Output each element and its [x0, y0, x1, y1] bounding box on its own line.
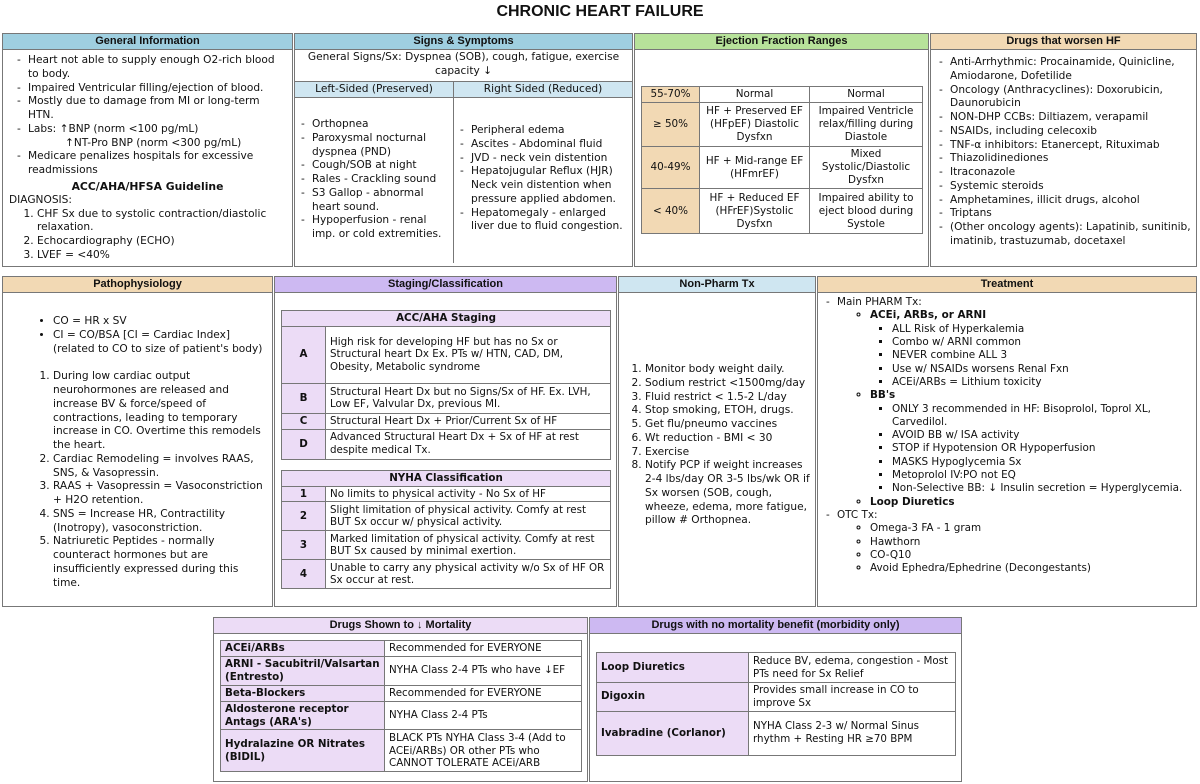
list-item: 1. During low cardiac output neurohormones are released and increase BV & force/speed of contractions, leading to temporary increase in CO. Overtime this remodels the heart. — [53, 370, 266, 453]
ef-cell: HF + Mid-range EF (HFmrEF) — [700, 147, 810, 189]
nyha-header: NYHA Classification — [282, 470, 611, 486]
morbidity-panel — [589, 617, 962, 782]
list-item: 7. Exercise — [645, 446, 811, 460]
list-item: - Rales - Crackling sound — [301, 173, 449, 187]
list-item: - Systemic steroids — [939, 180, 1192, 194]
list-item: • CI = CO/BSA [CI = Cardiac Index] (related to CO to size of patient's body) — [53, 329, 266, 357]
list-item: 3. LVEF = <40% — [37, 249, 286, 263]
table-row — [282, 502, 611, 531]
nyha-class: 1 — [282, 486, 326, 502]
worsen-list — [931, 50, 1196, 249]
table-row — [282, 383, 611, 413]
list-item: - Heart not able to supply enough O2-rich blood to body. — [17, 54, 286, 82]
drug-name: ACEi/ARBs — [221, 641, 385, 657]
nyha-class: 2 — [282, 502, 326, 531]
list-item: 3. RAAS + Vasopressin = Vasoconstriction + H2O retention. — [53, 480, 266, 508]
nonpharm-header: Non-Pharm Tx — [619, 277, 815, 293]
list-item: - Ascites - Abdominal fluid — [460, 138, 628, 152]
list-item: 2. Echocardiography (ECHO) — [37, 235, 286, 249]
drug-name: Digoxin — [597, 683, 749, 712]
patho-header: Pathophysiology — [3, 277, 272, 293]
list-item: - Thiazolidinediones — [939, 152, 1192, 166]
signs-header: Signs & Symptoms — [295, 34, 632, 50]
list-item: ◦ Omega-3 FA - 1 gram — [870, 522, 1196, 535]
sides-body — [295, 98, 632, 263]
list-item: 6. Wt reduction - BMI < 30 — [645, 432, 811, 446]
list-item: - Itraconazole — [939, 166, 1192, 180]
table-row — [221, 641, 582, 657]
acei-list — [818, 323, 1196, 390]
list-item: 5. Natriuretic Peptides - normally counteract hormones but are insufficiently expressed during this time. — [53, 535, 266, 590]
table-row — [221, 730, 582, 772]
bb-list — [818, 403, 1196, 496]
ef-cell: Normal — [700, 87, 810, 103]
mortality-table — [220, 640, 582, 772]
stage-desc: Advanced Structural Heart Dx + Sx of HF at rest despite medical Tx. — [326, 429, 611, 459]
morbidity-table — [596, 652, 956, 756]
list-item: - NSAIDs, including celecoxib — [939, 125, 1192, 139]
nyha-desc: Slight limitation of physical activity. Comfy at rest BUT Sx occur w/ physical activity. — [326, 502, 611, 531]
bb-heading-list — [818, 389, 1196, 402]
bb-label: ◦ BB's — [870, 389, 1196, 402]
table-row — [642, 87, 923, 103]
table-row — [282, 486, 611, 502]
treatment-list — [818, 293, 1196, 309]
mortality-panel — [213, 617, 588, 782]
drug-note: BLACK PTs NYHA Class 3-4 (Add to ACEi/ARBs) OR other PTs who CANNOT TOLERATE ACEi/ARB — [385, 730, 582, 772]
treatment-header: Treatment — [818, 277, 1196, 293]
loop-list — [818, 496, 1196, 509]
drug-name: Ivabradine (Corlanor) — [597, 711, 749, 755]
ef-range: 40-49% — [642, 147, 700, 189]
nonpharm-list — [619, 293, 815, 528]
list-item: ◦ Hawthorn — [870, 536, 1196, 549]
nyha-desc: Marked limitation of physical activity. Comfy at rest BUT Sx caused by minimal exertion. — [326, 531, 611, 560]
nyha-class: 3 — [282, 531, 326, 560]
ef-cell: Impaired ability to eject blood during Systole — [810, 189, 923, 234]
list-item: 4. Stop smoking, ETOH, drugs. — [645, 404, 811, 418]
patho-list — [3, 356, 272, 590]
list-item: - Anti-Arrhythmic: Procainamide, Quinicline, Amiodarone, Dofetilide — [939, 56, 1192, 84]
drug-note: NYHA Class 2-4 PTs who have ↓EF — [385, 657, 582, 686]
mortality-header: Drugs Shown to ↓ Mortality — [214, 618, 587, 634]
stage-letter: C — [282, 413, 326, 429]
ef-cell: Normal — [810, 87, 923, 103]
drug-note: NYHA Class 2-4 PTs — [385, 701, 582, 730]
list-item: - NON-DHP CCBs: Diltiazem, verapamil — [939, 111, 1192, 125]
table-row — [282, 531, 611, 560]
left-side-header: Left-Sided (Preserved) — [295, 82, 454, 97]
left-side-list — [295, 98, 454, 263]
drug-note: Reduce BV, edema, congestion - Most PTs need for Sx Relief — [749, 653, 956, 683]
patho-panel — [2, 276, 273, 607]
diagnosis-label: DIAGNOSIS: — [9, 193, 72, 206]
table-row — [282, 429, 611, 459]
nonpharm-panel — [618, 276, 816, 607]
general-info-list — [3, 50, 292, 137]
main-pharm-label: - Main PHARM Tx: — [826, 296, 1192, 309]
drug-note: Recommended for EVERYONE — [385, 641, 582, 657]
list-item: ▪ ONLY 3 recommended in HF: Bisoprolol, Toprol XL, Carvedilol. — [892, 403, 1192, 430]
table-row — [642, 103, 923, 147]
list-item: - Hepatomegaly - enlarged liver due to fluid congestion. — [460, 207, 628, 235]
list-item: ▪ Non-Selective BB: ↓ Insulin secretion = Hyperglycemia. — [892, 482, 1192, 495]
stage-desc: Structural Heart Dx + Prior/Current Sx of HF — [326, 413, 611, 429]
stage-desc: Structural Heart Dx but no Signs/Sx of HF. Ex. LVH, Low EF, Valvular Dx, previous MI. — [326, 383, 611, 413]
ef-cell: Mixed Systolic/Diastolic Dysfxn — [810, 147, 923, 189]
stage-desc: High risk for developing HF but has no Sx or Structural heart Dx Ex. PTs w/ HTN, CAD, DM, Obesity, Metabolic syndrome — [326, 326, 611, 383]
list-item: - Amphetamines, illicit drugs, alcohol — [939, 194, 1192, 208]
list-item: - Hepatojugular Reflux (HJR) Neck vein distention when pressure applied abdomen. — [460, 165, 628, 206]
list-item: ▪ STOP if Hypotension OR Hypoperfusion — [892, 442, 1192, 455]
table-row — [642, 189, 923, 234]
page-title: CHRONIC HEART FAILURE — [496, 3, 704, 20]
drug-note: NYHA Class 2-3 w/ Normal Sinus rhythm + Resting HR ≥70 BPM — [749, 711, 956, 755]
otc-heading — [818, 509, 1196, 522]
stage-letter: A — [282, 326, 326, 383]
list-item: ◦ Avoid Ephedra/Ephedrine (Decongestants) — [870, 562, 1196, 575]
acc-header: ACC/AHA Staging — [282, 311, 611, 327]
ef-header: Ejection Fraction Ranges — [635, 34, 928, 50]
table-row — [221, 657, 582, 686]
list-item: 3. Fluid restrict < 1.5-2 L/day — [645, 391, 811, 405]
table-row — [597, 711, 956, 755]
ef-cell: HF + Preserved EF (HFpEF) Diastolic Dysfxn — [700, 103, 810, 147]
list-item: 1. Monitor body weight daily. — [645, 363, 811, 377]
nyha-desc: No limits to physical activity - No Sx of HF — [326, 486, 611, 502]
sides-header-row — [295, 81, 632, 98]
list-item: - (Other oncology agents): Lapatinib, sunitinib, imatinib, trastuzumab, docetaxel — [939, 221, 1192, 249]
worsen-header: Drugs that worsen HF — [931, 34, 1196, 50]
lab-nt-pro-bnp: ↑NT-Pro BNP (norm <300 pg/mL) — [65, 136, 242, 149]
list-item: ▪ AVOID BB w/ ISA activity — [892, 429, 1192, 442]
ef-cell: Impaired Ventricle relax/filling during Diastole — [810, 103, 923, 147]
table-row — [282, 560, 611, 589]
list-item: - Medicare penalizes hospitals for excessive readmissions — [17, 150, 286, 178]
table-row — [282, 470, 611, 486]
list-item: - Cough/SOB at night — [301, 159, 449, 173]
ef-cell: HF + Reduced EF (HFrEF)Systolic Dysfxn — [700, 189, 810, 234]
list-item: 4. SNS = Increase HR, Contractility (Inotropy), vasoconstriction. — [53, 508, 266, 536]
list-item: ▪ Use w/ NSAIDs worsens Renal Fxn — [892, 363, 1192, 376]
table-row — [282, 311, 611, 327]
list-item: • CO = HR x SV — [53, 315, 266, 329]
table-row — [221, 685, 582, 701]
list-item: ▪ Metoprolol IV:PO not EQ — [892, 469, 1192, 482]
list-item: 8. Notify PCP if weight increases 2-4 lbs/day OR 3-5 lbs/wk OR if Sx worsen (SOB, cough, wheeze, edema, more fatigue, pillow # Orthopnea. — [645, 459, 811, 528]
treatment-panel — [817, 276, 1197, 607]
list-item: 1. CHF Sx due to systolic contraction/diastolic relaxation. — [37, 208, 286, 236]
otc-list — [818, 522, 1196, 575]
list-item: - Hypoperfusion - renal imp. or cold extremities. — [301, 214, 449, 242]
otc-label: - OTC Tx: — [826, 509, 1192, 522]
list-item: ◦ CO-Q10 — [870, 549, 1196, 562]
list-item: - Peripheral edema — [460, 124, 628, 138]
guideline-title: ACC/AHA/HFSA Guideline — [71, 179, 224, 193]
table-row — [597, 653, 956, 683]
list-item: - Labs: ↑BNP (norm <100 pg/mL) — [17, 123, 286, 137]
ef-range: 55-70% — [642, 87, 700, 103]
list-item: - Triptans — [939, 207, 1192, 221]
drug-note: Provides small increase in CO to improve Sx — [749, 683, 956, 712]
general-info-panel — [2, 33, 293, 267]
patho-bullets — [3, 293, 272, 356]
staging-panel — [274, 276, 617, 607]
drug-name: Beta-Blockers — [221, 685, 385, 701]
list-item: - Paroxysmal nocturnal dyspnea (PND) — [301, 132, 449, 160]
loop-label: ◦ Loop Diuretics — [870, 496, 1196, 509]
list-item: - Orthopnea — [301, 118, 449, 132]
table-row — [282, 326, 611, 383]
drug-note: Recommended for EVERYONE — [385, 685, 582, 701]
drug-name: Hydralazine OR Nitrates (BIDIL) — [221, 730, 385, 772]
right-side-header: Right Sided (Reduced) — [454, 82, 632, 97]
drug-name: Loop Diuretics — [597, 653, 749, 683]
list-item: - Oncology (Anthracyclines): Doxorubicin, Daunorubicin — [939, 84, 1192, 112]
acc-table — [281, 310, 611, 460]
worsen-panel — [930, 33, 1197, 267]
nyha-class: 4 — [282, 560, 326, 589]
ef-table — [641, 86, 923, 234]
list-item: ▪ ACEi/ARBs = Lithium toxicity — [892, 376, 1192, 389]
pharm-list — [818, 309, 1196, 322]
general-info-header: General Information — [3, 34, 292, 50]
table-row — [221, 701, 582, 730]
stage-letter: B — [282, 383, 326, 413]
list-item: ▪ ALL Risk of Hyperkalemia — [892, 323, 1192, 336]
nyha-table — [281, 470, 611, 590]
general-info-list-2 — [3, 150, 292, 178]
signs-panel — [294, 33, 633, 267]
ef-range: ≥ 50% — [642, 103, 700, 147]
ef-panel — [634, 33, 929, 267]
list-item: - JVD - neck vein distention — [460, 152, 628, 166]
table-row — [642, 147, 923, 189]
table-row — [282, 413, 611, 429]
general-signs: General Signs/Sx: Dyspnea (SOB), cough, fatigue, exercise capacity ↓ — [307, 51, 620, 77]
list-item: 2. Sodium restrict <1500mg/day — [645, 377, 811, 391]
stage-letter: D — [282, 429, 326, 459]
list-item: 2. Cardiac Remodeling = involves RAAS, SNS, & Vasopressin. — [53, 453, 266, 481]
morbidity-header: Drugs with no mortality benefit (morbidity only) — [590, 618, 961, 634]
list-item: - S3 Gallop - abnormal heart sound. — [301, 187, 449, 215]
acei-label: ◦ ACEi, ARBs, or ARNI — [870, 309, 1196, 322]
right-side-list — [454, 98, 632, 263]
table-row — [597, 683, 956, 712]
staging-header: Staging/Classification — [275, 277, 616, 293]
drug-name: ARNI - Sacubitril/Valsartan (Entresto) — [221, 657, 385, 686]
list-item: - Mostly due to damage from MI or long-term HTN. — [17, 95, 286, 123]
drug-name: Aldosterone receptor Antags (ARA's) — [221, 701, 385, 730]
nyha-desc: Unable to carry any physical activity w/o Sx of HF OR Sx occur at rest. — [326, 560, 611, 589]
list-item: - TNF-α inhibitors: Etanercept, Rituximab — [939, 139, 1192, 153]
list-item: ▪ MASKS Hypoglycemia Sx — [892, 456, 1192, 469]
list-item: ▪ Combo w/ ARNI common — [892, 336, 1192, 349]
ef-range: < 40% — [642, 189, 700, 234]
diagnosis-list — [3, 208, 292, 263]
list-item: ▪ NEVER combine ALL 3 — [892, 349, 1192, 362]
list-item: 5. Get flu/pneumo vaccines — [645, 418, 811, 432]
list-item: - Impaired Ventricular filling/ejection of blood. — [17, 82, 286, 96]
